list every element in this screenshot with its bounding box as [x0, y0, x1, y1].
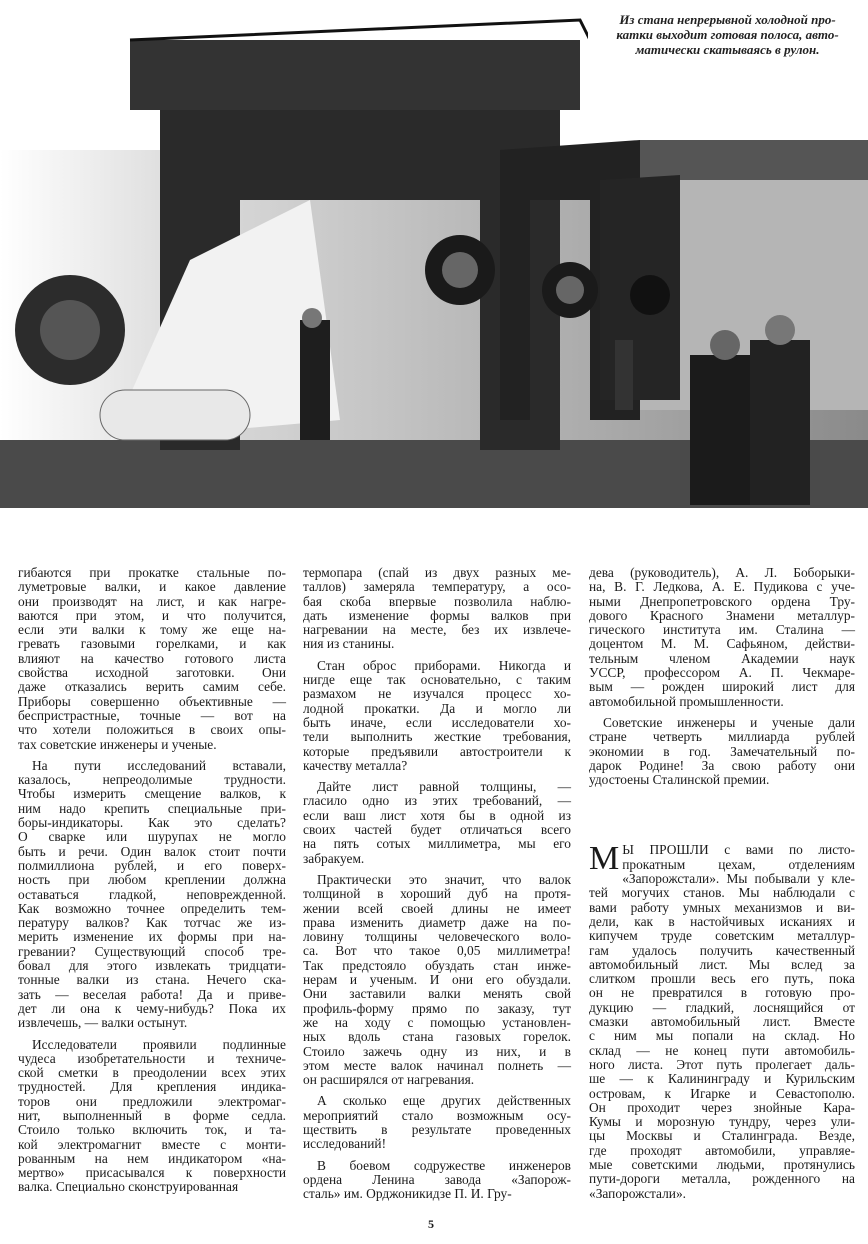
text-line: влияют на качество готового листа: [18, 650, 286, 666]
text-line: валка. Специально сконструированная: [18, 1179, 239, 1195]
caption-line: катки выходит готовая полоса, авто-: [616, 27, 839, 42]
text-line: склад — не конец пути автомобиль-: [589, 1042, 855, 1058]
text-line: дового Красного Знамени металлур-: [589, 607, 855, 623]
text-line: удостоены Сталинской премии.: [589, 772, 770, 788]
text-line: тельным членом Академии наук: [589, 650, 855, 666]
text-line: мероприятий стало возможным осу-: [303, 1107, 571, 1123]
text-line: автомобильной промышленности.: [589, 693, 784, 709]
text-line: гревать газовыми горелками, и как: [18, 636, 286, 652]
text-line: автомобильный лист. Мы вслед за: [589, 956, 855, 972]
text-line: Чтобы измерить смещение валков, к: [18, 786, 286, 802]
text-column-1: [18, 566, 286, 1202]
text-line: которые предъявили автостроители к: [303, 743, 571, 759]
text-line: размахом не изучался процесс хо-: [303, 686, 571, 702]
text-line: ловину толщины человеческого воло-: [303, 929, 571, 945]
paragraph: [589, 566, 855, 709]
text-line: на пять сотых миллиметра, мы его: [303, 836, 571, 852]
text-line: он не превратился в готовую про-: [589, 985, 855, 1001]
text-line: толщиной в хороший дуб на протя-: [303, 886, 571, 902]
text-column-2: [303, 566, 571, 1208]
text-line: ных вдоль стана газовых горелок.: [303, 1029, 571, 1045]
text-line: нагревании на месте, без их извлече-: [303, 622, 571, 638]
caption-line: матически скатываясь в рулон.: [635, 42, 820, 57]
paragraph: [303, 873, 571, 1087]
text-line: тели выполнить жесткие требования,: [303, 729, 571, 745]
text-line: если ваш лист хотя бы в одной из: [303, 807, 571, 823]
text-line: О сварке или шурупах не могло: [18, 829, 286, 845]
text-line: дарок Родине! За свою работу они: [589, 757, 855, 773]
text-line: извлечешь, — валки остынут.: [18, 1015, 188, 1031]
text-line: жении всей своей длины не имеет: [303, 900, 571, 916]
text-line: этом месте валок начинал полнеть —: [303, 1057, 571, 1073]
photo-caption: [588, 8, 867, 61]
text-line: Стан оброс приборами. Никогда и: [317, 657, 571, 673]
text-line: вым — рожден широкий лист для: [589, 679, 855, 695]
text-column-3: [589, 566, 855, 1208]
text-line: оставаться гладкой, неповрежденной.: [18, 886, 286, 902]
text-line: профиль-форму прямо по заказу, тут: [303, 1000, 571, 1016]
text-line: ваются при этом, и что получится,: [18, 607, 286, 623]
text-line: тей могучих станов. Мы наблюдали с: [589, 885, 855, 901]
text-line: луметровые валки, и какое давление: [18, 579, 286, 595]
text-line: смазки автомобильный лист. Вместе: [589, 1014, 855, 1030]
page-number: 5: [428, 1217, 434, 1231]
closing-section: [589, 840, 855, 1201]
text-line: права изменить диаметр даже на по-: [303, 914, 571, 930]
text-line: он расширялся от нагревания.: [303, 1072, 475, 1088]
text-line: «Запорожстали».: [589, 1185, 687, 1201]
paragraph: [303, 1159, 571, 1202]
text-line: тах советские инженеры и ученые.: [18, 736, 217, 752]
text-line: нерам и ученым. И они его обуздали.: [303, 972, 571, 988]
text-line: Приборы совершенно объективные —: [18, 693, 286, 709]
text-line: же на ходу с помощью установлен-: [303, 1014, 571, 1030]
text-line: А сколько еще других действенных: [317, 1093, 571, 1109]
text-line: мерить изменение их формы при на-: [18, 929, 286, 945]
text-line: казалось, непреодолимые трудности.: [18, 772, 286, 788]
text-line: Как возможно точнее определить тем-: [18, 900, 286, 916]
text-line: са. Вот что такое 0,05 миллиметра!: [303, 943, 571, 959]
text-line: ность при любом креплении должна: [18, 872, 286, 888]
text-line: вами работу умных механизмов и ви-: [589, 899, 855, 915]
text-line: рованным на нем индикатором «на-: [18, 1150, 286, 1166]
text-line: ше — к Калининграду и Курильским: [589, 1071, 855, 1087]
paragraph: [303, 659, 571, 773]
text-line: ской сметки в преодолении всех этих: [18, 1065, 286, 1081]
text-line: ордена Ленина завода «Запорож-: [303, 1171, 571, 1187]
text-line: своих частей будет отличаться всего: [303, 822, 571, 838]
text-line: они производят на лист, и как нагре-: [18, 593, 286, 609]
text-line: качеству металла?: [303, 757, 408, 773]
text-line: Так предстояло обуздать стан инже-: [303, 957, 571, 973]
drop-cap: М: [589, 840, 620, 878]
text-line: зать — веселая работа! Да и приве-: [18, 986, 286, 1002]
text-line: трудностей. Для крепления индика-: [18, 1079, 286, 1095]
rolling-mill-photo: [0, 0, 868, 508]
text-line: нигде еще так основательно, с таким: [303, 672, 571, 688]
text-line: беспристрастные, точные — вот на: [18, 707, 286, 723]
text-line: островам, к Игарке и Севастополю.: [589, 1085, 855, 1101]
text-line: ществить в результате проведенных: [303, 1121, 571, 1137]
text-line: бая скоба впервые позволила наблю-: [303, 593, 571, 609]
text-line: где проходят автомобили, управляе-: [589, 1142, 855, 1158]
text-line: кипучем труде советским металлур-: [589, 928, 855, 944]
text-line: на, В. Г. Ледкова, А. Е. Пудикова с уче-: [589, 579, 855, 595]
text-line: слитком прошли весь его путь, пока: [589, 971, 855, 987]
text-line: ными Днепропетровского ордена Тру-: [589, 593, 855, 609]
text-line: мертво» присасывался к поверхности: [18, 1165, 286, 1181]
text-line: дать изменение формы валков при: [303, 607, 571, 623]
text-line: Кумы и морозную тундру, через ули-: [589, 1114, 855, 1130]
text-line: с ним мы попали на склад. Но: [589, 1028, 855, 1044]
text-line: Стоило зажечь одну из них, и в: [303, 1043, 571, 1059]
text-line: цы Москвы и Сталинграда. Везде,: [589, 1128, 855, 1144]
text-line: термопара (спай из двух разных ме-: [303, 565, 571, 580]
text-line: Они заставили валки менять свой: [303, 986, 571, 1002]
text-line: пути-дороги металла, рожденного на: [589, 1171, 855, 1187]
text-line: что хотели положиться в своих опы-: [18, 722, 286, 738]
text-line: ного листа. Этот путь пролегает даль-: [589, 1056, 855, 1072]
text-line: таллов) замеряла температуру, а осо-: [303, 579, 571, 595]
paragraph: [18, 1038, 286, 1195]
text-line: дева (руководитель), А. Л. Боборыки-: [589, 565, 855, 580]
text-line: пературу валков? Как тотчас же из-: [18, 915, 286, 931]
text-line: гибаются при прокатке стальные по-: [18, 565, 286, 580]
paragraph: [589, 716, 855, 787]
text-line: тонные валки из стана. Нечего ска-: [18, 972, 286, 988]
text-line: Советские инженеры и ученые дали: [603, 714, 855, 730]
text-line: В боевом содружестве инженеров: [317, 1157, 571, 1173]
text-line: быть и речи. Один валок стоит почти: [18, 843, 286, 859]
text-line: Исследователи проявили подлинные: [32, 1036, 286, 1052]
text-line: забракуем.: [303, 850, 365, 866]
text-line: Он проходит через знойные Кара-: [589, 1099, 855, 1115]
text-line: Ы ПРОШЛИ с вами по листо-: [622, 842, 855, 858]
text-line: боры-индикаторы. Как это сделать?: [18, 815, 286, 831]
text-line: дели, как в настойчивых исканиях и: [589, 913, 855, 929]
paragraph: [18, 566, 286, 752]
text-line: даже отказались верить самим себе.: [18, 679, 286, 695]
text-line: чудеса изобретательности и техниче-: [18, 1050, 286, 1066]
text-line: кой электромагнит вместе с монти-: [18, 1136, 286, 1152]
text-line: исследований!: [303, 1136, 387, 1152]
text-line: На пути исследований вставали,: [32, 757, 286, 773]
paragraph: [303, 1094, 571, 1151]
text-line: торов они предложили электромаг-: [18, 1093, 286, 1109]
text-line: быть иначе, если исследователи хо-: [303, 714, 571, 730]
text-line: свойства исходной заготовки. Они: [18, 665, 286, 681]
text-line: «Запорожстали». Мы побывали у кле-: [622, 871, 855, 887]
text-line: полмиллиона рублей, и его поверх-: [18, 857, 286, 873]
paragraph: [303, 566, 571, 652]
text-line: гласило одно из этих требований, —: [303, 793, 571, 809]
text-line: лодной прокатки. Да и могло ли: [303, 700, 571, 716]
text-line: Стоило только включить ток, и та-: [18, 1122, 286, 1138]
text-line: нит, выполненный в форме седла.: [18, 1107, 286, 1123]
text-line: если эти валки к тому же еще на-: [18, 622, 286, 638]
text-line: бовал для этого извлекать тридцати-: [18, 958, 286, 974]
caption-line: Из стана непрерывной холодной про-: [619, 12, 836, 27]
text-line: ним надо крепить специальные при-: [18, 800, 286, 816]
text-line: ния из станины.: [303, 636, 395, 652]
text-line: УССР, профессором А. П. Чекмаре-: [589, 665, 855, 681]
text-line: прокатным цехам, отделениям: [622, 856, 855, 872]
text-line: дет ли она к чему-нибудь? Пока их: [18, 1000, 286, 1016]
text-line: гического института им. Сталина —: [589, 622, 855, 638]
text-line: доцентом М. М. Сафьяном, действи-: [589, 636, 855, 652]
text-line: экономии в год. Замечательный по-: [589, 743, 855, 759]
text-line: стране четверть миллиарда рублей: [589, 729, 855, 745]
text-line: Практически это значит, что валок: [317, 871, 571, 887]
text-line: гам удалось получить качественный: [589, 942, 855, 958]
text-line: гревании? Существующий способ тре-: [18, 943, 286, 959]
paragraph: [18, 759, 286, 1031]
text-line: дукцию — гладкий, лоснящийся от: [589, 999, 855, 1015]
text-line: мые советскими людьми, протянулись: [589, 1156, 855, 1172]
paragraph: [303, 780, 571, 866]
text-line: сталь» им. Орджоникидзе П. И. Гру-: [303, 1186, 512, 1202]
text-line: Дайте лист равной толщины, —: [317, 779, 571, 795]
